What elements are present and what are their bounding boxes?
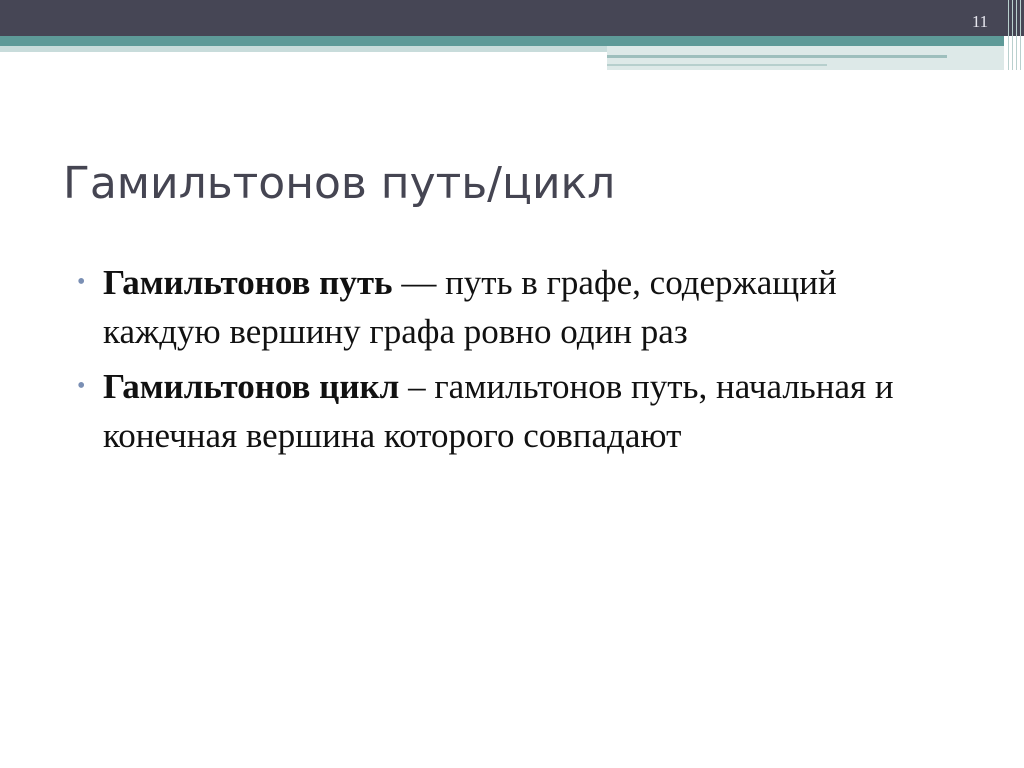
bullet-term: Гамильтонов цикл — [103, 367, 400, 406]
header-edge-lines — [1004, 0, 1024, 70]
bullet-icon: • — [77, 373, 86, 399]
list-item — [75, 258, 955, 356]
header-accent-line — [607, 55, 947, 58]
bullet-text: – гамильтонов путь, начальная и конечная вершина которого совпадают — [103, 367, 894, 455]
header-accent-block — [607, 46, 1004, 70]
list-item — [75, 362, 955, 460]
header-accent-stripe — [0, 36, 1004, 46]
header-bar — [0, 0, 1024, 36]
header-accent-line — [607, 64, 827, 66]
slide-number: 11 — [971, 12, 989, 31]
bullet-list — [75, 258, 955, 466]
bullet-icon: • — [77, 269, 86, 295]
bullet-term: Гамильтонов путь — [103, 263, 393, 302]
slide-title: Гамильтонов путь/цикл — [63, 158, 616, 209]
bullet-text: — путь в графе, содержащий каждую вершину графа ровно один раз — [103, 263, 837, 351]
